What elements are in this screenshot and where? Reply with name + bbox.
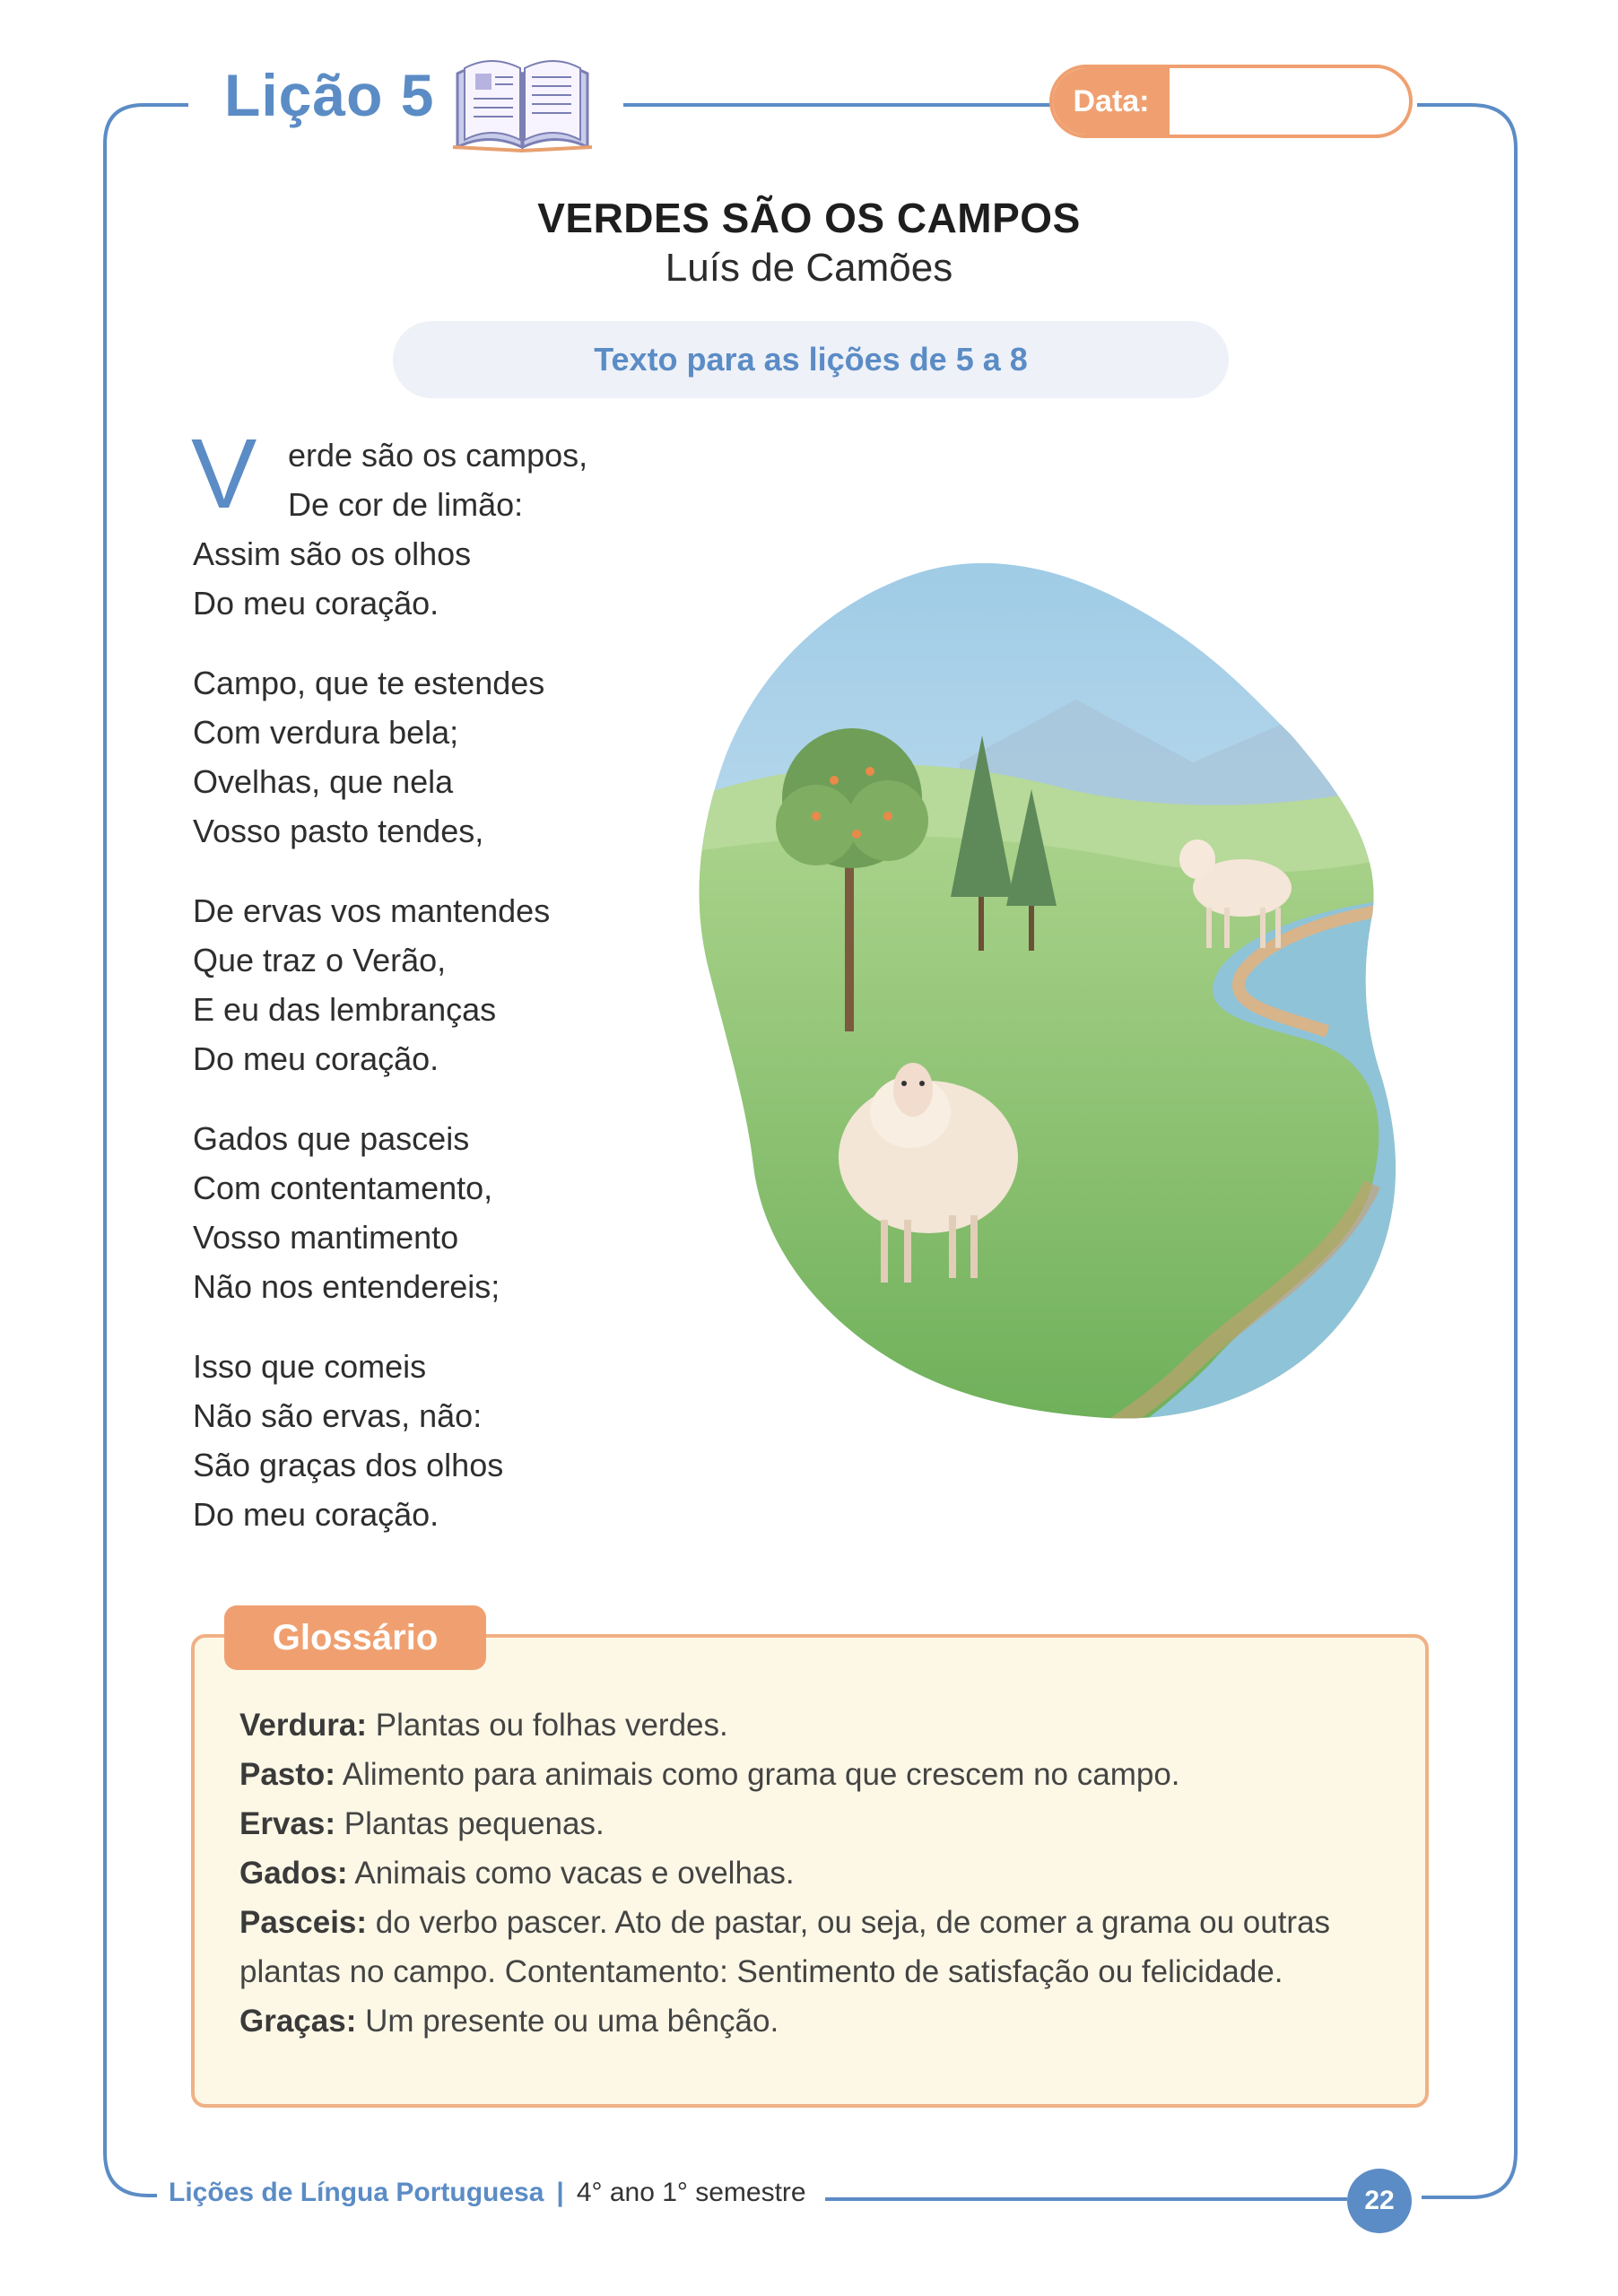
glossary-item: [239, 1898, 1396, 1996]
glossary-term: Ervas:: [239, 1806, 336, 1841]
date-label: Data:: [1053, 68, 1170, 135]
poem-line: Gados que pasceis: [193, 1120, 470, 1157]
footer-separator: |: [556, 2178, 564, 2207]
stanza: [193, 886, 695, 1083]
poem-line: E eu das lembranças: [193, 991, 497, 1028]
glossary-definition: Animais como vacas e ovelhas.: [347, 1856, 795, 1891]
glossary-item: [239, 1848, 1396, 1898]
poem-line: Não nos entendereis;: [193, 1268, 500, 1305]
poem-line: Do meu coração.: [193, 1496, 439, 1533]
poem-line: Vosso pasto tendes,: [193, 813, 484, 849]
open-book-icon: [448, 47, 596, 154]
poem-line: Isso que comeis: [193, 1348, 427, 1385]
footer-book-title: Lições de Língua Portuguesa: [169, 2178, 544, 2207]
poem-line: erde são os campos,: [288, 437, 588, 474]
glossary-title: Glossário: [224, 1605, 486, 1670]
glossary-item: [239, 1700, 1396, 1750]
poem-line: São graças dos olhos: [193, 1447, 504, 1483]
poem-line: De ervas vos mantendes: [193, 892, 551, 929]
glossary-term: Graças:: [239, 2004, 357, 2039]
glossary-item: [239, 1750, 1396, 1799]
stanza: [193, 1114, 695, 1311]
poem-line: Do meu coração.: [193, 585, 439, 622]
poem-line: Não são ervas, não:: [193, 1397, 483, 1434]
glossary-definition: Alimento para animais como grama que crescem no campo.: [335, 1757, 1180, 1792]
poem-line: Com verdura bela;: [193, 714, 459, 751]
glossary-definition: Plantas pequenas.: [335, 1806, 605, 1841]
glossary-list: [239, 1700, 1396, 2046]
page-number: 22: [1347, 2169, 1412, 2233]
drop-cap: V: [191, 419, 257, 529]
stanza: [193, 658, 695, 856]
poem-line: Campo, que te estendes: [193, 665, 545, 701]
poem-author: Luís de Camões: [665, 246, 953, 290]
footer: [169, 2178, 806, 2208]
glossary-term: Pasceis:: [239, 1905, 368, 1940]
poem-line: Do meu coração.: [193, 1040, 439, 1077]
glossary-definition: Plantas ou folhas verdes.: [367, 1708, 728, 1743]
glossary-term: Gados:: [239, 1856, 348, 1891]
glossary-box: [191, 1634, 1429, 2108]
date-field[interactable]: [1049, 65, 1413, 138]
glossary-term: Verdura:: [239, 1708, 367, 1743]
stanza: [193, 1342, 695, 1539]
poem-title: VERDES SÃO OS CAMPOS: [537, 195, 1081, 241]
stanza: [191, 419, 695, 628]
poem-line: Com contentamento,: [193, 1170, 493, 1206]
glossary-definition: do verbo pascer. Ato de pastar, ou seja, de comer a grama ou outras plantas no campo. Contentamento: Sentimento de satisfação ou felicidade.: [239, 1905, 1331, 1989]
poem-line: Assim são os olhos: [193, 535, 472, 572]
poem-line: Vosso mantimento: [193, 1219, 459, 1256]
poem-line: De cor de limão:: [288, 486, 524, 523]
poem-body: [191, 419, 695, 1570]
glossary-term: Pasto:: [239, 1757, 335, 1792]
glossary-item: [239, 1996, 1396, 2046]
landscape-illustration: [691, 556, 1417, 1426]
footer-grade: 4° ano 1° semestre: [576, 2178, 806, 2207]
poem-line: Ovelhas, que nela: [193, 763, 454, 800]
glossary-definition: Um presente ou uma bênção.: [356, 2004, 779, 2039]
lesson-title: Lição 5: [224, 62, 435, 128]
lessons-note: Texto para as lições de 5 a 8: [393, 321, 1229, 398]
poem-line: Que traz o Verão,: [193, 942, 447, 978]
glossary-item: [239, 1799, 1396, 1848]
